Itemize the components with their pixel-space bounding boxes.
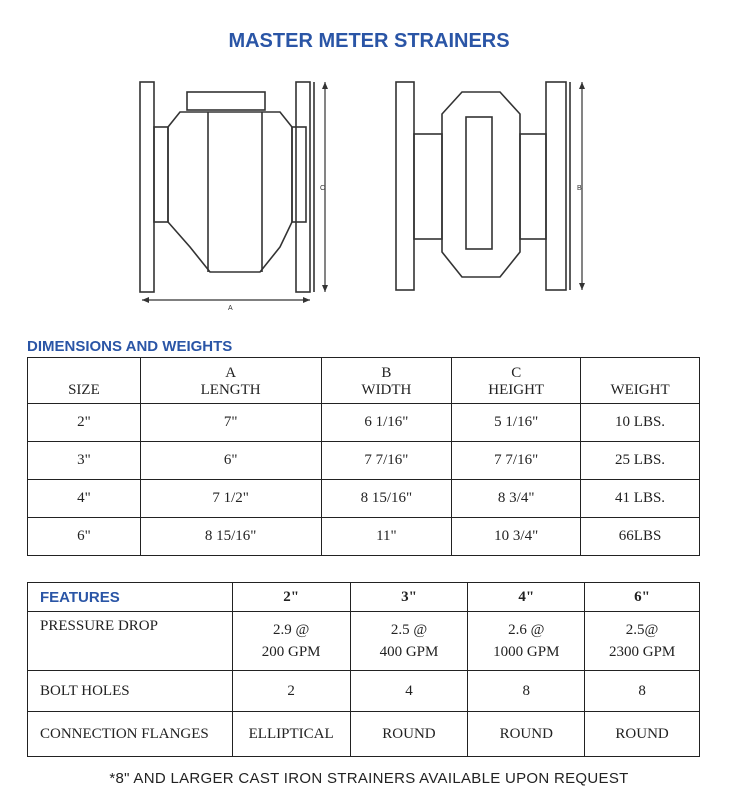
features-table <box>27 582 700 757</box>
connection-flanges-4: ROUND <box>468 712 585 757</box>
table-row <box>28 480 700 518</box>
cell-weight: 25 LBS. <box>581 442 700 480</box>
pressure-drop-4: 2.6 @ 1000 GPM <box>468 612 585 671</box>
header-width: B WIDTH <box>321 358 452 404</box>
cell-size: 6" <box>28 518 141 556</box>
pressure-drop-3: 2.5 @ 400 GPM <box>350 612 468 671</box>
dimensions-header-row <box>28 358 700 404</box>
connection-flanges-3: ROUND <box>350 712 468 757</box>
connection-flanges-2: ELLIPTICAL <box>232 712 350 757</box>
dimensions-table <box>27 357 700 556</box>
header-height: C HEIGHT <box>452 358 581 404</box>
features-header-row <box>28 583 700 612</box>
bolt-holes-2: 2 <box>232 671 350 712</box>
cell-length: 7 1/2" <box>140 480 321 518</box>
feature-size-3: 3" <box>350 583 468 612</box>
pressure-drop-2: 2.9 @ 200 GPM <box>232 612 350 671</box>
pressure-drop-row <box>28 612 700 671</box>
cell-height: 8 3/4" <box>452 480 581 518</box>
pressure-drop-6: 2.5@ 2300 GPM <box>585 612 700 671</box>
left-flange <box>140 82 154 292</box>
connection-flanges-6: ROUND <box>585 712 700 757</box>
bolt-holes-6: 8 <box>585 671 700 712</box>
feature-size-4: 4" <box>468 583 585 612</box>
left-neck <box>154 127 168 222</box>
label-c: C <box>320 185 326 192</box>
bolt-holes-3: 4 <box>350 671 468 712</box>
right-flange <box>296 82 310 292</box>
cell-height: 5 1/16" <box>452 404 581 442</box>
bolt-holes-label: BOLT HOLES <box>28 671 233 712</box>
feature-size-6: 6" <box>585 583 700 612</box>
cell-width: 7 7/16" <box>321 442 452 480</box>
bolt-holes-4: 8 <box>468 671 585 712</box>
pressure-drop-label: PRESSURE DROP <box>28 612 233 671</box>
page-title: MASTER METER STRAINERS <box>228 30 510 52</box>
cell-weight: 10 LBS. <box>581 404 700 442</box>
cell-weight: 41 LBS. <box>581 480 700 518</box>
header-length: A LENGTH <box>140 358 321 404</box>
cell-length: 8 15/16" <box>140 518 321 556</box>
header-weight: WEIGHT <box>581 358 700 404</box>
side-body <box>168 112 292 272</box>
cell-size: 4" <box>28 480 141 518</box>
dimensions-heading: DIMENSIONS AND WEIGHTS <box>27 338 233 355</box>
table-row <box>28 404 700 442</box>
end-neck-left <box>414 134 442 239</box>
features-heading: FEATURES <box>28 583 233 612</box>
footnote: *8" AND LARGER CAST IRON STRAINERS AVAILABLE UPON REQUEST <box>109 770 629 787</box>
cell-size: 2" <box>28 404 141 442</box>
label-b: B <box>577 185 582 192</box>
cell-size: 3" <box>28 442 141 480</box>
cover-cap <box>187 92 265 110</box>
label-a: A <box>228 305 233 312</box>
cell-height: 10 3/4" <box>452 518 581 556</box>
connection-flanges-label: CONNECTION FLANGES <box>28 712 233 757</box>
cell-length: 7" <box>140 404 321 442</box>
end-neck-right <box>520 134 546 239</box>
right-neck <box>292 127 306 222</box>
header-size: SIZE <box>28 358 141 404</box>
cell-width: 6 1/16" <box>321 404 452 442</box>
table-row <box>28 442 700 480</box>
feature-size-2: 2" <box>232 583 350 612</box>
end-window <box>466 117 492 249</box>
cell-width: 11" <box>321 518 452 556</box>
connection-flanges-row <box>28 712 700 757</box>
strainer-drawing <box>130 72 600 317</box>
end-flange-right <box>546 82 566 290</box>
cell-weight: 66LBS <box>581 518 700 556</box>
cell-height: 7 7/16" <box>452 442 581 480</box>
cell-length: 6" <box>140 442 321 480</box>
cell-width: 8 15/16" <box>321 480 452 518</box>
strainer-drawing-svg <box>130 72 600 317</box>
table-row <box>28 518 700 556</box>
end-flange-left <box>396 82 414 290</box>
bolt-holes-row <box>28 671 700 712</box>
